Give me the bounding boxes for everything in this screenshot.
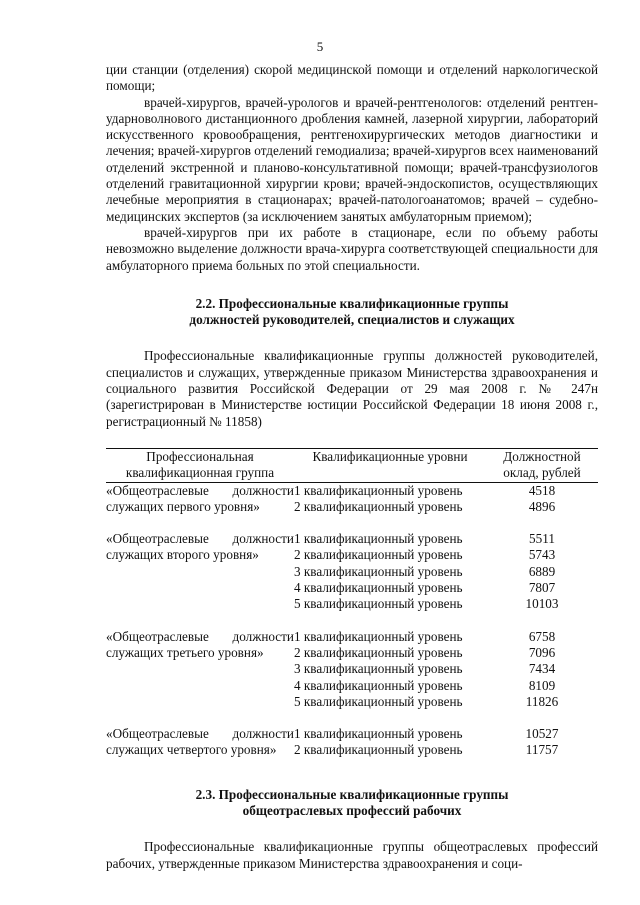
salary-cell: 6758 xyxy=(528,628,556,644)
level-cell: 1 квалификационный уровень xyxy=(294,726,463,742)
level-cell: 1 квалификационный уровень xyxy=(294,531,463,547)
level-cell: 2 квалификационный уровень xyxy=(294,547,463,563)
salary-cell: 7096 xyxy=(528,644,556,660)
group-name: «Общеотраслевые должности служащих первого уровня» xyxy=(106,482,294,514)
section-2-2-intro: Профессиональные квалификационные группы должностей руководителей, специалистов и служащих, утвержденные приказом Министерства здравоохранения и социального развития Российской Федерации от 29 мая 2008 г. № 247н (зарегистрирован в Министерстве юстиции Российской Федерации 18 июня 2008 г., регистрационный № 11858) xyxy=(106,348,598,429)
paragraph-surgeons-hospital: врачей-хирургов при их работе в стационаре, если по объему работы невозможно выделение должности врача-хирурга соответствующей специальности для амбулаторного приема больных по этой специальности. xyxy=(106,224,598,273)
section-2-2-heading xyxy=(106,296,598,329)
salary-cell: 4518 xyxy=(528,482,556,498)
salary-cell: 5511 xyxy=(529,531,555,547)
section-2-3-heading xyxy=(106,787,598,820)
level-cell: 1 квалификационный уровень xyxy=(294,482,463,498)
level-cell: 5 квалификационный уровень xyxy=(294,693,463,709)
salary-cell: 7807 xyxy=(528,580,556,596)
qualification-table xyxy=(106,448,598,759)
level-cell: 4 квалификационный уровень xyxy=(294,677,463,693)
table-body xyxy=(106,482,598,759)
salary-cell: 7434 xyxy=(528,661,556,677)
group-name: «Общеотраслевые должности служащих третьего уровня» xyxy=(106,628,294,660)
section-2-3-intro: Профессиональные квалификационные группы общеотраслевых профессий рабочих, утвержденные приказом Министерства здравоохранения и соци- xyxy=(106,839,598,871)
paragraph-continuation: ции станции (отделения) скорой медицинской помощи и отделений наркологической помощи; xyxy=(106,62,598,94)
level-cell: 3 квалификационный уровень xyxy=(294,661,463,677)
section-2-3-title-line1: 2.3. Профессиональные квалификационные группы xyxy=(195,786,509,802)
salary-cell: 11826 xyxy=(525,693,559,709)
group-name: «Общеотраслевые должности служащих второго уровня» xyxy=(106,531,294,563)
level-cell: 4 квалификационный уровень xyxy=(294,580,463,596)
salary-cell: 11757 xyxy=(525,742,559,758)
section-2-3-title-line2: общеотраслевых профессий рабочих xyxy=(242,802,462,818)
page-number: 5 xyxy=(316,39,324,54)
level-cell: 2 квалификационный уровень xyxy=(294,644,463,660)
table-header-row xyxy=(106,448,598,482)
table-spacer xyxy=(106,515,598,531)
paragraph-surgeons-list: врачей-хирургов, врачей-урологов и врачей-рентгенологов: отделений рентген-ударноволнового дистанционного дробления камней, лазерной хирургии, лабораторий искусственного кровообращения, рентгенохирургических методов диагностики и лечения; врачей-хирургов отделений гемодиализа; врачей-хирургов всех наименований отделений экстренной и планово-консультативной помощи; врачей-трансфузиологов отделений гравитационной хирургии крови; врачей-эндоскопистов, осуществляющих лечебные мероприятия в стационарах; врачей-патологоанатомов; врачей – судебно-медицинских экспертов (за исключением занятых амбулаторным приемом); xyxy=(106,94,598,224)
table-spacer xyxy=(106,613,598,629)
level-cell: 2 квалификационный уровень xyxy=(294,498,463,514)
salary-cell: 5743 xyxy=(528,547,556,563)
table-row xyxy=(106,482,598,499)
table-row xyxy=(106,629,598,645)
table-row xyxy=(106,531,598,547)
header-salary: Должностной оклад, рублей xyxy=(486,448,598,482)
level-cell: 1 квалификационный уровень xyxy=(294,628,463,644)
level-cell: 5 квалификационный уровень xyxy=(294,596,463,612)
table-spacer xyxy=(106,710,598,726)
level-cell: 3 квалификационный уровень xyxy=(294,563,463,579)
table-row xyxy=(106,726,598,742)
level-cell: 2 квалификационный уровень xyxy=(294,742,463,758)
salary-cell: 4896 xyxy=(528,498,556,514)
section-2-2-title-line1: 2.2. Профессиональные квалификационные группы xyxy=(195,295,509,311)
salary-cell: 8109 xyxy=(528,677,556,693)
header-group: Профессиональная квалификационная группа xyxy=(106,448,294,482)
section-2-2-title-line2: должностей руководителей, специалистов и служащих xyxy=(189,312,515,328)
salary-cell: 10103 xyxy=(525,596,559,612)
document-body xyxy=(106,62,598,872)
group-name: «Общеотраслевые должности служащих четвертого уровня» xyxy=(106,726,294,758)
salary-cell: 10527 xyxy=(525,726,559,742)
salary-cell: 6889 xyxy=(528,563,556,579)
header-level: Квалификационные уровни xyxy=(294,448,486,482)
